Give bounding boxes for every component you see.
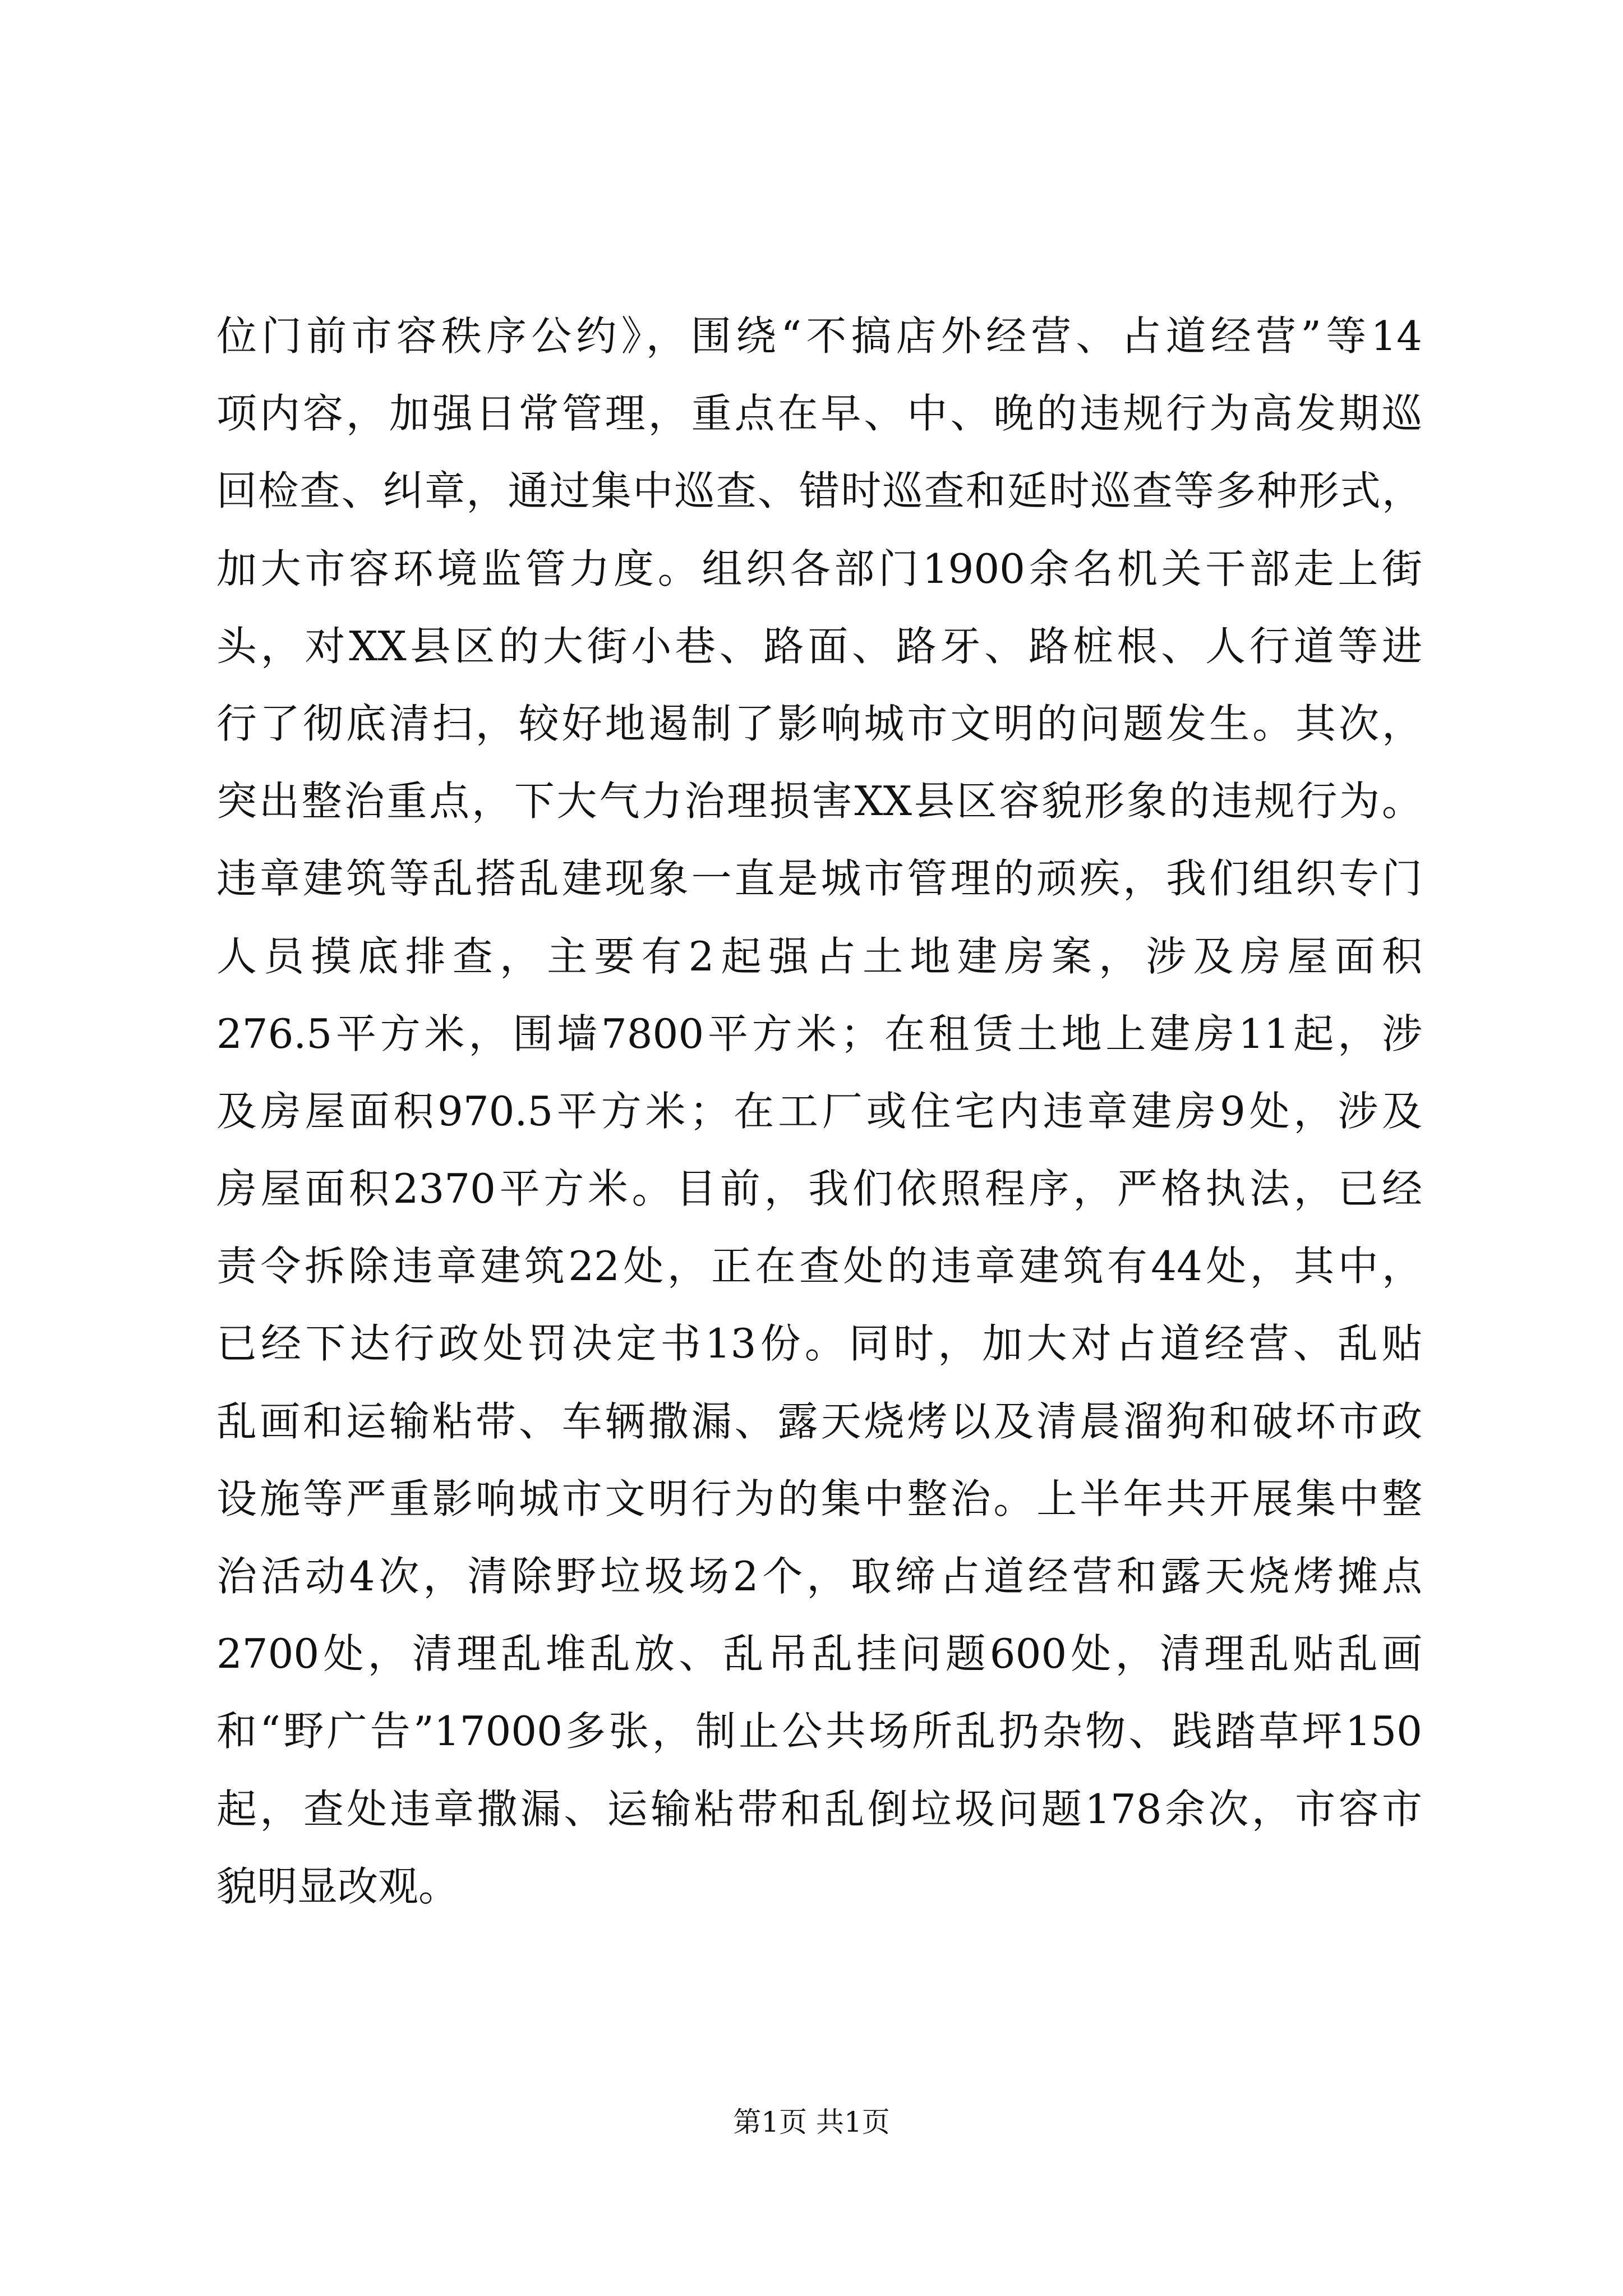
text-line: 已经下达行政处罚决定书13份。同时，加大对占道经营、乱贴 xyxy=(216,1320,1422,1368)
text-line: 违章建筑等乱搭乱建现象一直是城市管理的顽疾，我们组织专门 xyxy=(216,855,1422,903)
text-line: 及房屋面积970.5平方米；在工厂或住宅内违章建房9处，涉及 xyxy=(216,1087,1422,1135)
text-line: 房屋面积2370平方米。目前，我们依照程序，严格执法，已经 xyxy=(216,1165,1422,1213)
text-line: 人员摸底排查，主要有2起强占土地建房案，涉及房屋面积 xyxy=(216,932,1422,980)
text-line: 起，查处违章撒漏、运输粘带和乱倒垃圾问题178余次，市容市 xyxy=(216,1785,1422,1833)
text-line: 项内容，加强日常管理，重点在早、中、晚的违规行为高发期巡 xyxy=(216,390,1422,438)
text-line: 行了彻底清扫，较好地遏制了影响城市文明的问题发生。其次， xyxy=(216,700,1422,747)
text-line: 回检查、纠章，通过集中巡查、错时巡查和延时巡查等多种形式， xyxy=(216,467,1422,515)
text-line: 276.5平方米，围墙7800平方米；在租赁土地上建房11起，涉 xyxy=(216,1010,1422,1057)
text-line: 2700处，清理乱堆乱放、乱吊乱挂问题600处，清理乱贴乱画 xyxy=(216,1630,1422,1678)
text-line: 和“野广告”17000多张，制止公共场所乱扔杂物、践踏草坪150 xyxy=(216,1708,1422,1755)
text-line: 位门前市容秩序公约》，围绕“不搞店外经营、占道经营”等14 xyxy=(216,312,1422,360)
text-line-last: 貌明显改观。 xyxy=(216,1862,459,1910)
text-line: 加大市容环境监管力度。组织各部门1900余名机关干部走上街 xyxy=(216,545,1422,592)
text-line: 乱画和运输粘带、车辆撒漏、露天烧烤以及清晨溜狗和破坏市政 xyxy=(216,1397,1422,1445)
text-line: 设施等严重影响城市文明行为的集中整治。上半年共开展集中整 xyxy=(216,1475,1422,1522)
text-line: 责令拆除违章建筑22处，正在查处的违章建筑有44处，其中， xyxy=(216,1243,1422,1290)
body-paragraph xyxy=(216,297,1422,1925)
text-line: 头，对XX县区的大街小巷、路面、路牙、路桩根、人行道等进 xyxy=(216,622,1422,670)
text-line: 治活动4次，清除野垃圾场2个，取缔占道经营和露天烧烤摊点 xyxy=(216,1553,1422,1600)
page-number-footer: 第1页 共1页 xyxy=(733,2106,890,2138)
text-line: 突出整治重点，下大气力治理损害XX县区容貌形象的违规行为。 xyxy=(216,777,1422,825)
